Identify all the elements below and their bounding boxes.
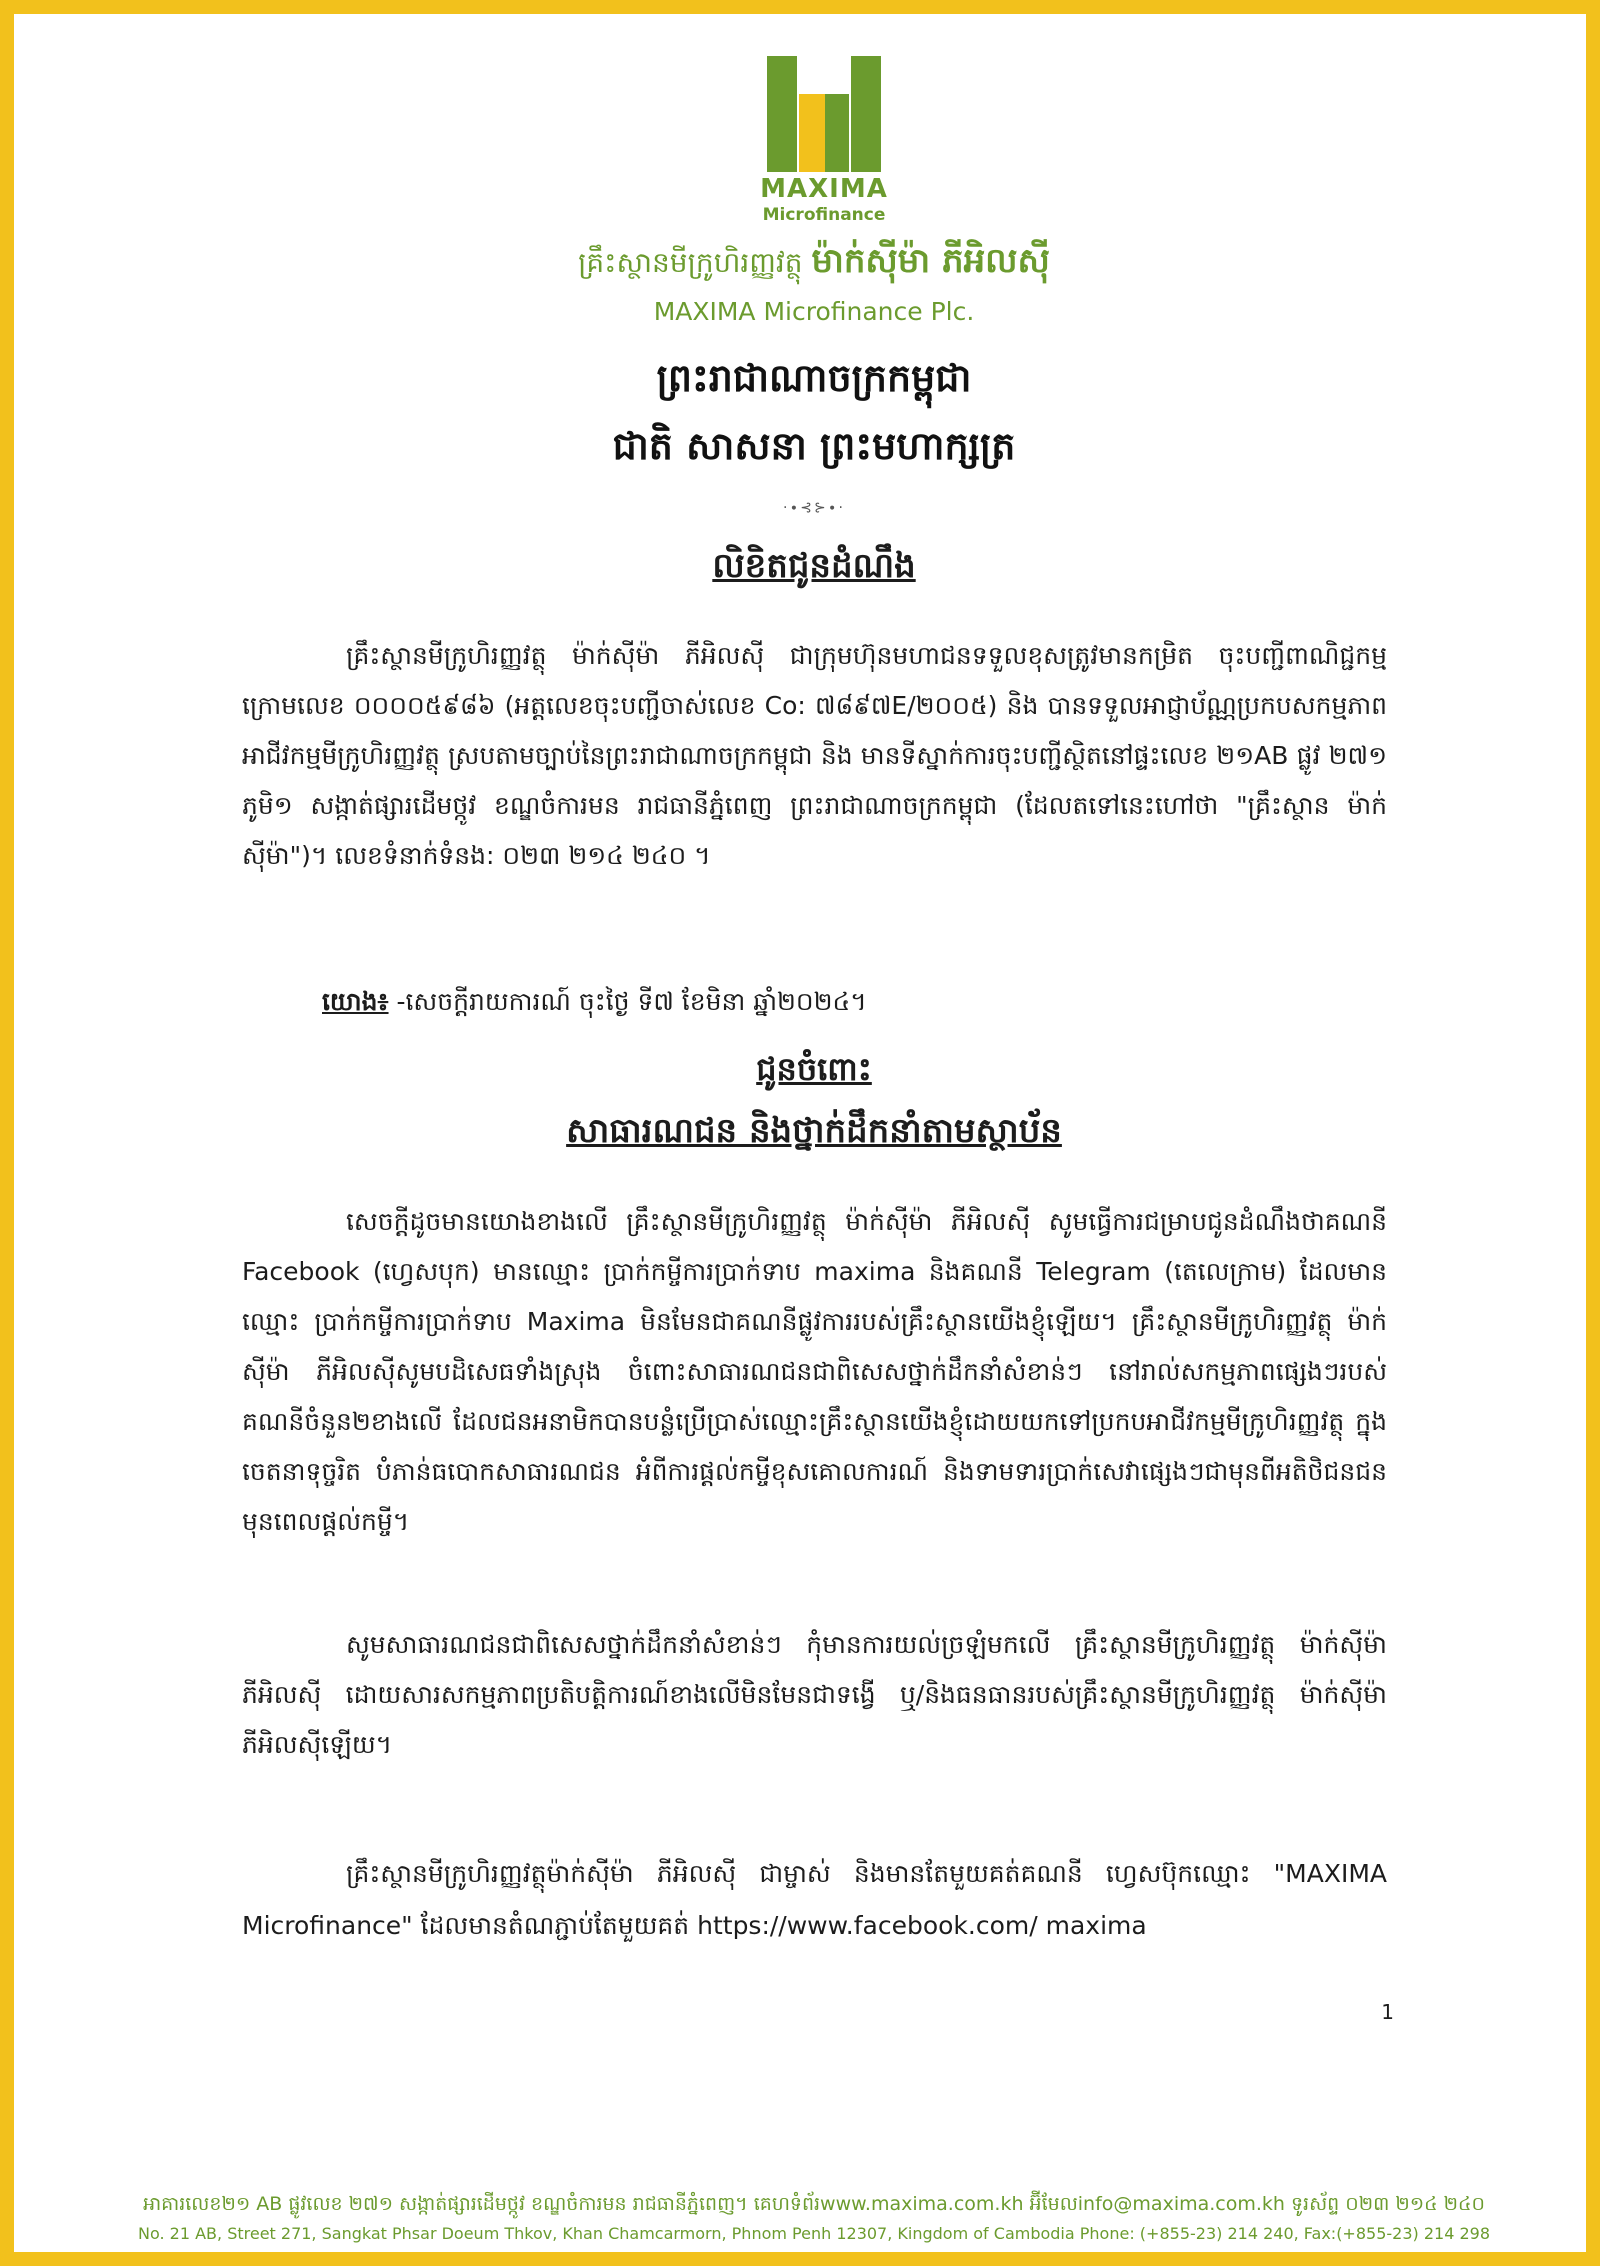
kingdom-heading: ព្រះរាជាណាចក្រកម្ពុជា [656, 356, 972, 400]
ornament-divider: ·∙⊰⊱∙· [783, 500, 845, 516]
paragraph-public-caution: សូមសាធារណជនជាពិសេសថ្នាក់ដឹកនាំសំខាន់ៗ កុំមានការយល់ច្រឡំមកលើ គ្រឹះស្ថានមីក្រូហិរញ្ញវត្ថុ ម៉ាក់ស៊ីម៉ា ភីអិលស៊ី ដោយសារសកម្មភាពប្រតិបត្តិការណ៍ខាងលើមិនមែនជាទង្វើ ឬ/និងធនធានរបស់គ្រឹះស្ថានមីក្រូហិរញ្ញវត្ថុ ម៉ាក់ស៊ីម៉ា ភីអិលស៊ីឡើយ។ [242, 1630, 1387, 1759]
paragraph-fake-accounts: សេចក្តីដូចមានយោងខាងលើ គ្រឹះស្ថានមីក្រូហិរញ្ញវត្ថុ ម៉ាក់ស៊ីម៉ា ភីអិលស៊ី សូមធ្វើការជម្រាបជូនដំណឹងថាគណនី Facebook (ហ្វេសបុក) មានឈ្មោះ ប្រាក់កម្ចីការប្រាក់ទាប maxima និងគណនី Telegram (តេលេក្រាម) ដែលមានឈ្មោះ ប្រាក់កម្ចីការប្រាក់ទាប Maxima មិនមែនជាគណនីផ្លូវការរបស់គ្រឹះស្ថានយើងខ្ញុំឡើយ។ គ្រឹះស្ថានមីក្រូហិរញ្ញវត្ថុ ម៉ាក់ស៊ីម៉ា ភីអិលស៊ីសូមបដិសេធទាំងស្រុង ចំពោះសាធារណជនជាពិសេសថ្នាក់ដឹកនាំសំខាន់ៗ នៅរាល់សកម្មភាពផ្សេងៗរបស់គណនីចំនួន២ខាងលើ ដែលជនអនាមិកបានបន្លំប្រើប្រាស់ឈ្មោះគ្រឹះស្ថានយើងខ្ញុំដោយយកទៅប្រកបអាជីវកម្មមីក្រូហិរញ្ញវត្ថុ ក្នុងចេតនាទុច្ចរិត បំភាន់ធបោកសាធារណជន អំពីការផ្តល់កម្ចីខុសគោលការណ៍ និងទាមទារប្រាក់សេវាផ្សេងៗជាមុនពីអតិថិជនជនមុនពេលផ្តល់កម្ចី។ [242, 1207, 1387, 1536]
maxima-logo [759, 54, 889, 174]
brand-subtitle: Microfinance [762, 205, 886, 225]
logo-center-block [825, 94, 849, 172]
logo-right-bar [851, 56, 881, 172]
addressee-recipients: សាធារណជន និងថ្នាក់ដឹកនាំតាមស្ថាប័ន [566, 1111, 1062, 1151]
footer-address-khmer: អាគារលេខ២១ AB ផ្លូវលេខ ២៧១ សង្កាត់ផ្សារដើមថ្កូវ ខណ្ឌចំការមន រាជធានីភ្នំពេញ។ គេហទំព័រwww.maxima.com.kh អ៊ីមែលinfo@maxima.com.kh ទូរស័ព្ទ ០២៣ ២១៤ ២៤០ [143, 2193, 1485, 2215]
institution-name: ម៉ាក់ស៊ីម៉ា ភីអិលស៊ី [811, 241, 1050, 281]
institution-name-english: MAXIMA Microfinance Plc. [653, 297, 975, 326]
reference-line [322, 987, 1222, 1023]
paragraph-official-account: គ្រឹះស្ថានមីក្រូហិរញ្ញវត្ថុម៉ាក់ស៊ីម៉ា ភីអិលស៊ី ជាម្ចាស់ និងមានតែមួយគត់គណនី ហ្វេសប៊ុកឈ្មោះ "MAXIMA Microfinance" ដែលមានតំណភ្ជាប់តែមួយគត់ https://www.facebook.com/ maxima [242, 1859, 1387, 1940]
institution-name-khmer [454, 239, 1174, 289]
document-title: លិខិតជូនដំណឹង [712, 546, 916, 586]
logo-yellow-block [799, 94, 825, 172]
national-motto: ជាតិ សាសនា ព្រះមហាក្សត្រ [612, 424, 1016, 468]
reference-label: យោង៖ [322, 987, 389, 1016]
footer-address-english: No. 21 AB, Street 271, Sangkat Phsar Doeum Thkov, Khan Chamcarmorn, Phnom Penh 12307, Kingdom of Cambodia Phone: (+855-23) 214 240, Fax:(+855-23) 214 298 [138, 2224, 1490, 2243]
addressee-label: ជូនចំពោះ [756, 1050, 872, 1088]
paragraph-company-info: គ្រឹះស្ថានមីក្រូហិរញ្ញវត្ថុ ម៉ាក់ស៊ីម៉ា ភីអិលស៊ី ជាក្រុមហ៊ុនមហាជនទទួលខុសត្រូវមានកម្រិត ចុះបញ្ជីពាណិជ្ជកម្មក្រោមលេខ ០០០០៥៩៨៦ (អត្តលេខចុះបញ្ជីចាស់លេខ Co: ៧៨៩៧E/២០០៥) និង បានទទួលអាជ្ញាប័ណ្ណប្រកបសកម្មភាពអាជីវកម្មមីក្រូហិរញ្ញវត្ថុ ស្របតាមច្បាប់នៃព្រះរាជាណាចក្រកម្ពុជា និង មានទីស្នាក់ការចុះបញ្ជីស្ថិតនៅផ្ទះលេខ ២១AB ផ្លូវ ២៧១ ភូមិ១ សង្កាត់ផ្សារដើមថ្កូវ ខណ្ឌចំការមន រាជធានីភ្នំពេញ ព្រះរាជាណាចក្រកម្ពុជា (ដែលតទៅនេះហៅថា "គ្រឹះស្ថាន ម៉ាក់ស៊ីម៉ា")។ លេខទំនាក់ទំនង: ០២៣ ២១៤ ២៤០ ។ [242, 641, 1387, 870]
reference-text: -សេចក្តីរាយការណ៍ ចុះថ្ងៃ ទី៧ ខែមិនា ឆ្នាំ២០២៤។ [388, 987, 867, 1016]
logo-left-bar [767, 56, 797, 172]
page-number: 1 [1381, 2000, 1394, 2024]
brand-name: MAXIMA [760, 174, 888, 204]
institution-prefix: គ្រឹះស្ថានមីក្រូហិរញ្ញវត្ថុ [578, 246, 803, 279]
